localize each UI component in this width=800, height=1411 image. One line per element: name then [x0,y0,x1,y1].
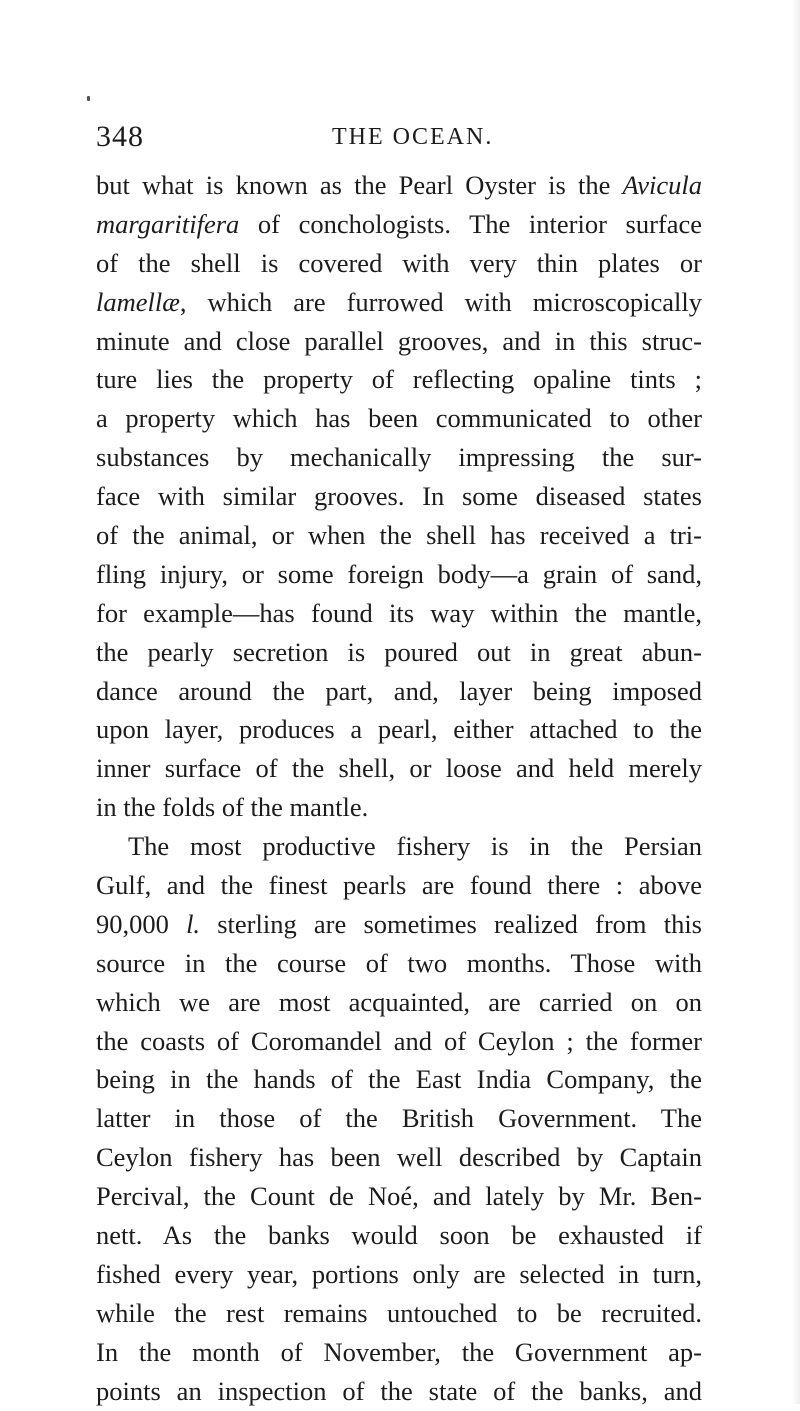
text-run: Ceylon fishery has been well described by Captain [96,1142,702,1173]
text-run: fling injury, or some foreign body—a grain of sand, [96,558,702,589]
text-run: but what is known as the Pearl Oyster is the [96,170,623,200]
text-line [96,360,702,399]
text-run: being in the hands of the East India Company, the [96,1064,702,1095]
text-line [96,672,702,711]
text-run: of the shell is covered with very thin plates or [96,247,702,278]
text-line [96,1099,702,1138]
text-line [96,166,702,205]
text-line [96,1177,702,1216]
text-line [96,1022,702,1061]
text-run: latter in those of the British Government. The [96,1103,702,1134]
text-line [96,633,702,672]
text-run: points an inspection of the state of the banks, and [96,1375,702,1406]
text-line [96,399,702,438]
text-run: fished every year, portions only are selected in turn, [96,1258,702,1289]
text-run: Gulf, and the finest pearls are found there : above [96,870,702,901]
text-run: of the animal, or when the shell has received a tri- [96,520,702,551]
text-line [96,516,702,555]
text-line [96,1294,702,1333]
text-run: dance around the part, and, layer being imposed [96,675,702,706]
text-run: source in the course of two months. Those with [96,947,702,978]
printing-speck [87,96,90,101]
running-head: THE OCEAN. [332,124,494,150]
text-run: The most productive fishery is in the Persian [128,831,702,862]
text-line [96,710,702,749]
italic-text: margaritifera [96,208,240,239]
text-run: nett. As the banks would soon be exhausted if [96,1220,702,1251]
text-line [96,1333,702,1372]
text-line [96,944,702,983]
text-line [96,1372,702,1411]
text-line [96,749,702,788]
text-line [96,438,702,477]
text-line [96,1216,702,1255]
text-run: 90,000 [96,908,187,939]
text-run: upon layer, produces a pearl, either attached to the [96,714,702,745]
text-line [96,244,702,283]
text-run: for example—has found its way within the mantle, [96,597,702,628]
text-line [96,1138,702,1177]
text-run: ture lies the property of reflecting opaline tints ; [96,364,702,395]
body-text [96,166,702,1411]
text-line [96,555,702,594]
text-run: minute and close parallel grooves, and in this struc- [96,325,702,356]
text-line [96,205,702,244]
page-header [96,120,702,160]
text-run: face with similar grooves. In some diseased states [96,481,702,512]
text-line [96,788,702,827]
text-run: sterling are sometimes realized from this [200,908,702,939]
text-run: the pearly secretion is poured out in great abun- [96,636,702,667]
text-line [96,322,702,361]
text-line [96,905,702,944]
text-run: which we are most acquainted, are carried on on [96,986,702,1017]
text-line [96,827,702,866]
text-run: inner surface of the shell, or loose and held merely [96,753,702,784]
text-run: Percival, the Count de Noé, and lately by Mr. Ben- [96,1181,702,1212]
text-run: a property which has been communicated to other [96,403,702,434]
text-run: in the folds of the mantle. [96,792,369,823]
italic-text: l. [186,908,201,939]
text-run: of conchologists. The interior surface [239,208,702,239]
text-line [96,1060,702,1099]
italic-text: lamellæ [96,286,180,317]
text-line [96,477,702,516]
text-run: , which are furrowed with microscopically [179,286,702,317]
page-number: 348 [96,120,144,153]
italic-text: Avicula [622,170,702,200]
text-line [96,866,702,905]
page-edge-shadow [792,0,800,1404]
text-line [96,1255,702,1294]
text-line [96,283,702,322]
text-line [96,594,702,633]
text-run: while the rest remains untouched to be recruited. [96,1297,702,1328]
text-line [96,983,702,1022]
text-run: In the month of November, the Government ap- [96,1336,702,1367]
text-run: substances by mechanically impressing the sur- [96,442,702,473]
text-run: the coasts of Coromandel and of Ceylon ; the former [96,1025,702,1056]
